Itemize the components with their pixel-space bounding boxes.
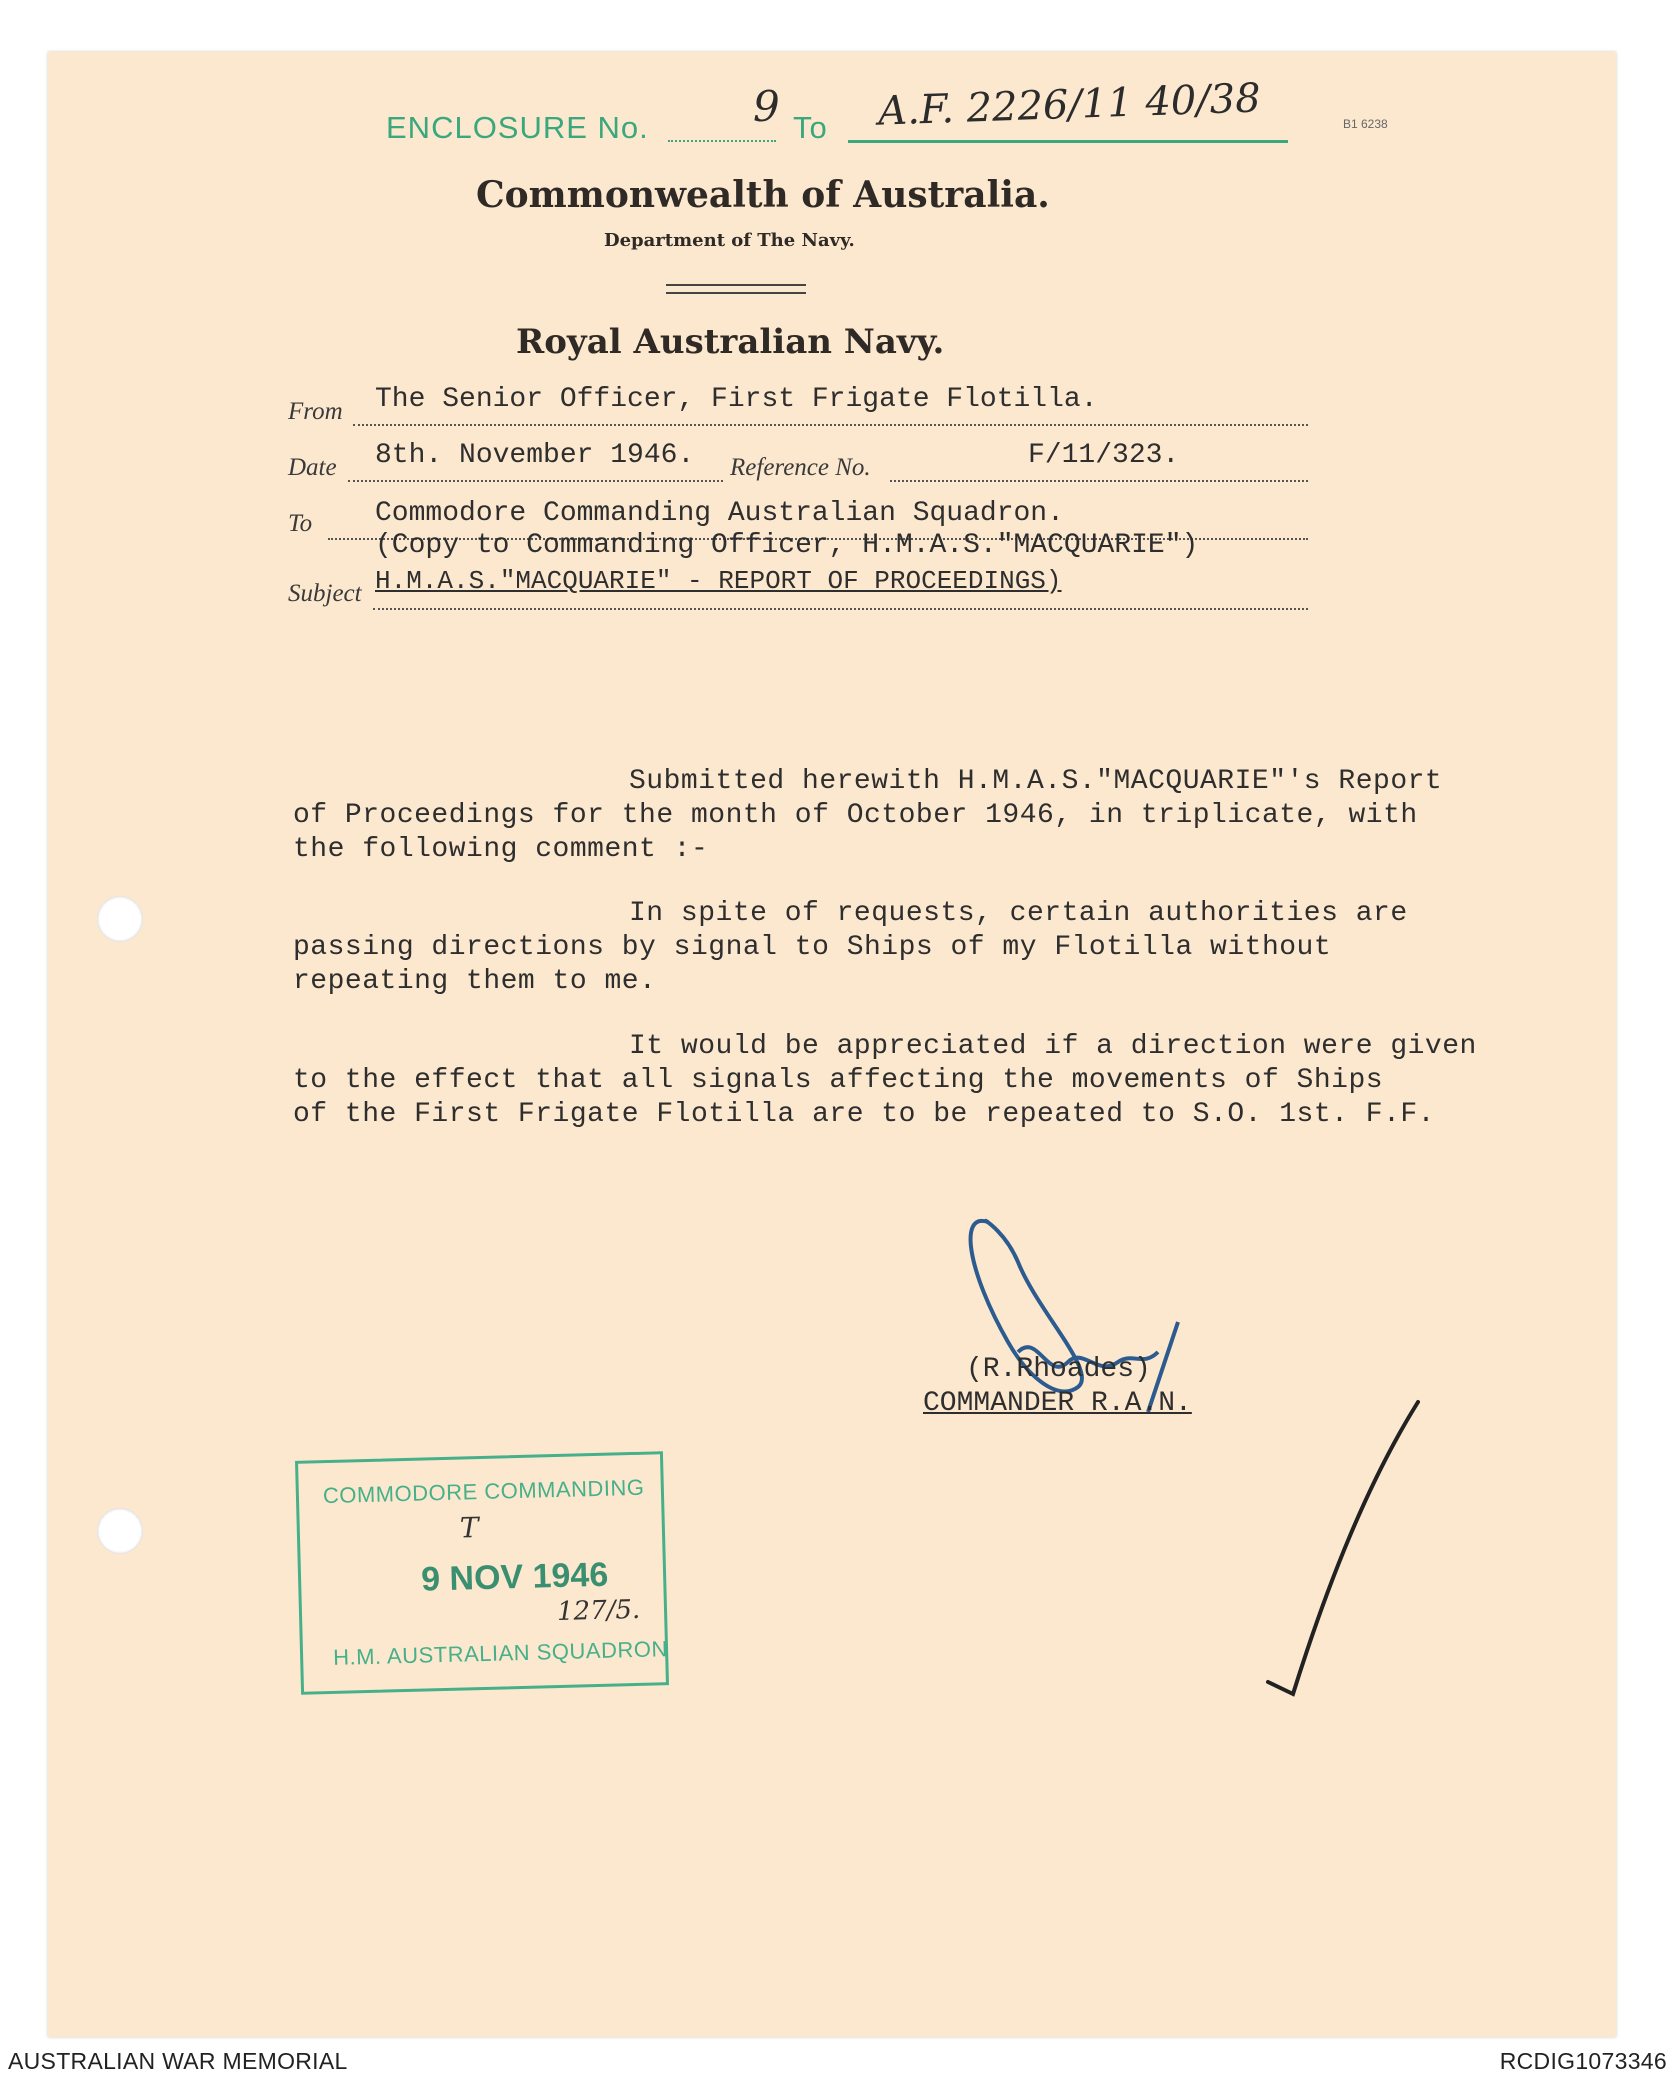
paragraph-1-line-3: the following comment :- bbox=[293, 834, 709, 865]
stamp-note: 127/5. bbox=[556, 1594, 641, 1628]
paragraph-2-line-1: In spite of requests, certain authorities are bbox=[629, 898, 1408, 929]
enclosure-label: ENCLOSURE No. bbox=[386, 110, 649, 145]
date-label: Date bbox=[288, 454, 337, 481]
paragraph-3-line-1: It would be appreciated if a direction were given bbox=[629, 1031, 1477, 1062]
punch-hole-bottom bbox=[97, 1508, 143, 1554]
department-line: Department of The Navy. bbox=[604, 230, 855, 251]
check-mark-icon bbox=[1248, 1382, 1428, 1722]
received-stamp bbox=[295, 1451, 669, 1695]
signatory-rank: COMMANDER R.A.N. bbox=[923, 1388, 1192, 1419]
subject-label: Subject bbox=[288, 580, 362, 607]
subject-value: H.M.A.S."MACQUARIE" - REPORT OF PROCEEDINGS) bbox=[375, 566, 1062, 596]
copy-line: (Copy to Commanding Officer, H.M.A.S."MACQUARIE") bbox=[375, 530, 1199, 561]
enclosure-number: 9 bbox=[753, 82, 780, 131]
enclosure-to-label: To bbox=[793, 110, 828, 145]
paragraph-1-line-2: of Proceedings for the month of October 1946, in triplicate, with bbox=[293, 800, 1418, 831]
from-value: The Senior Officer, First Frigate Flotilla. bbox=[375, 384, 1098, 415]
from-label: From bbox=[288, 398, 343, 425]
stamp-line-1: COMMODORE COMMANDING bbox=[322, 1474, 645, 1509]
service-heading: Royal Australian Navy. bbox=[516, 322, 945, 362]
document-title: Commonwealth of Australia. bbox=[476, 174, 1050, 216]
paragraph-2-line-3: repeating them to me. bbox=[293, 966, 657, 997]
reference-rule bbox=[890, 480, 1308, 482]
paragraph-1-line-1: Submitted herewith H.M.A.S."MACQUARIE"'s Report bbox=[629, 766, 1443, 797]
stamp-line-2: H.M. AUSTRALIAN SQUADRON bbox=[332, 1636, 669, 1670]
stamp-date: 9 NOV 1946 bbox=[420, 1555, 609, 1599]
to-label: To bbox=[288, 510, 313, 537]
title-divider bbox=[666, 284, 806, 294]
to-value: Commodore Commanding Australian Squadron. bbox=[375, 498, 1064, 529]
paragraph-3-line-3: of the First Frigate Flotilla are to be repeated to S.O. 1st. F.F. bbox=[293, 1099, 1435, 1130]
paragraph-1 bbox=[293, 765, 1442, 867]
enclosure-number-rule bbox=[668, 140, 776, 142]
paragraph-3 bbox=[293, 1030, 1477, 1132]
date-rule bbox=[348, 480, 723, 482]
reference-value: F/11/323. bbox=[1028, 440, 1180, 471]
signatory-name: (R.Rhoades) bbox=[966, 1354, 1151, 1385]
form-code: B1 6238 bbox=[1343, 117, 1388, 131]
date-value: 8th. November 1946. bbox=[375, 440, 695, 471]
footer-record-id: RCDIG1073346 bbox=[1499, 2048, 1667, 2074]
paragraph-2 bbox=[293, 897, 1408, 999]
paragraph-2-line-2: passing directions by signal to Ships of my Flotilla without bbox=[293, 932, 1332, 963]
from-rule bbox=[353, 424, 1308, 426]
footer-archive-name: AUSTRALIAN WAR MEMORIAL bbox=[8, 2048, 348, 2074]
stamp-initial: T bbox=[459, 1511, 479, 1545]
reference-label: Reference No. bbox=[730, 454, 871, 481]
document-page bbox=[48, 52, 1616, 2037]
punch-hole-top bbox=[97, 896, 143, 942]
paragraph-3-line-2: to the effect that all signals affecting the movements of Ships bbox=[293, 1065, 1384, 1096]
file-reference: A.F. 2226/11 40/38 bbox=[877, 75, 1262, 135]
subject-rule bbox=[373, 608, 1308, 610]
enclosure-to-rule bbox=[848, 140, 1288, 143]
